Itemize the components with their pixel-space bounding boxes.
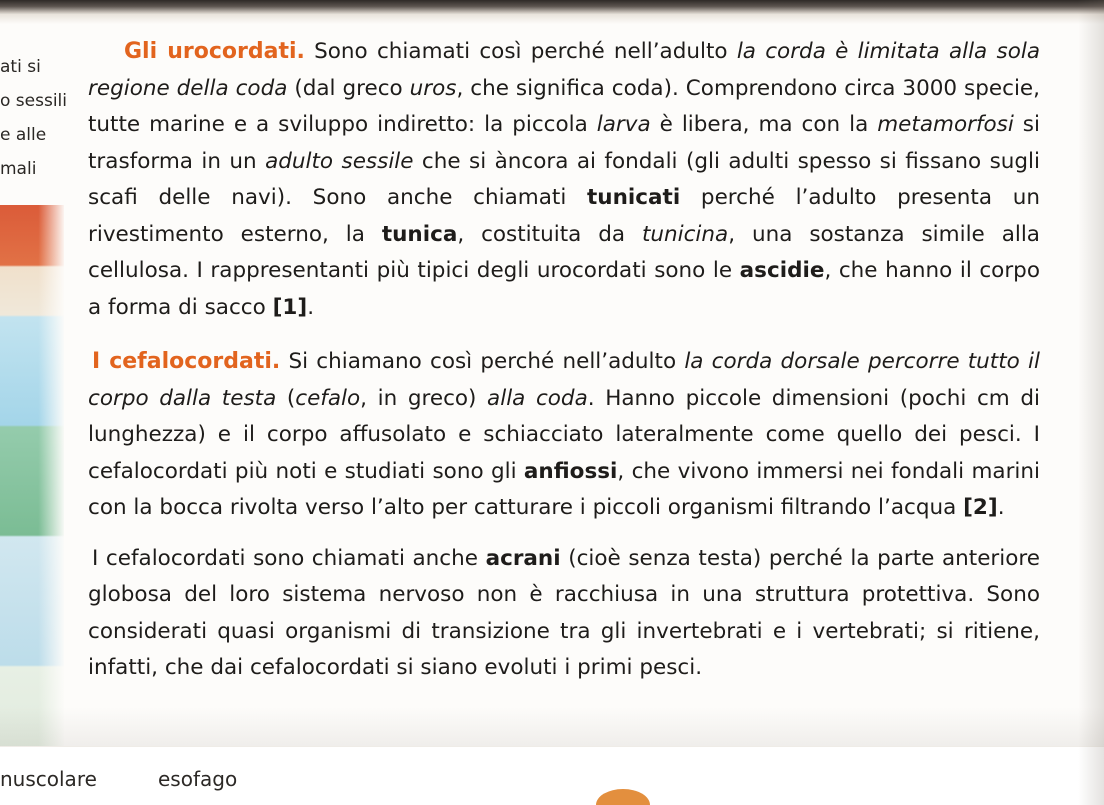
photo-fade-mask: [0, 205, 64, 765]
text-run: è libera, ma con la: [650, 112, 878, 137]
paragraph-urocordati-body: [88, 39, 1040, 320]
text-run: , che vivono immersi nei fondali marini con la bocca rivolta verso l’alto per catturare i piccoli organismi filtrando l’acqua: [88, 458, 1040, 520]
figure-label-muscolare: nuscolare: [0, 767, 97, 791]
text-run: , che hanno il corpo a forma di sacco: [88, 258, 1040, 320]
text-run: tunica: [381, 221, 458, 247]
page-body: [88, 34, 1040, 687]
text-run: , costituita da: [457, 221, 642, 247]
figure-orange-shape: [596, 789, 650, 805]
left-column-fragment: [0, 50, 96, 186]
text-run: uros: [409, 75, 457, 101]
page-footer-strip: [0, 746, 1104, 805]
text-run: [2]: [963, 495, 998, 520]
text-run: , una sostanza simile alla cellulosa. I rappresentanti più tipici degli urocordati sono le: [88, 221, 1040, 283]
left-fragment-line-2: o sessili: [0, 91, 68, 111]
text-run: la corda è limitata alla sola regione della coda: [88, 39, 1040, 101]
text-run: [1]: [272, 294, 308, 320]
text-run: , in greco): [360, 385, 488, 411]
text-run: Si chiamano così perché nell’adulto: [280, 349, 685, 374]
section-lead-cefalocordati: I cefalocordati.: [92, 349, 281, 374]
section-lead-urocordati: Gli urocordati.: [124, 39, 305, 64]
paragraph-acrani: [88, 541, 1040, 687]
paragraph-urocordati: [88, 34, 1040, 326]
paragraph-cefalocordati-body: [88, 349, 1040, 520]
text-run: larva: [596, 112, 651, 137]
page-right-shadow: [1078, 0, 1104, 805]
text-run: metamorfosi: [877, 112, 1014, 137]
text-run: I cefalocordati sono chiamati anche: [92, 545, 486, 571]
text-run: ascidie: [739, 258, 825, 283]
page-top-edge-highlight: [0, 14, 1104, 24]
paragraph-acrani-body: [88, 546, 1040, 681]
text-run: tunicina: [641, 221, 729, 247]
left-fragment-line-1: ati si: [0, 57, 41, 77]
text-run: acrani: [485, 545, 561, 571]
text-run: , che significa coda). Comprendono circa 3000 specie, tutte marine e a sviluppo indiretto: la piccola: [88, 75, 1040, 137]
text-run: .: [997, 495, 1005, 520]
text-run: tunicati: [587, 185, 681, 210]
text-run: anfiossi: [523, 458, 618, 484]
page-bottom-shadow: [0, 707, 1104, 747]
left-fragment-line-4: mali: [0, 159, 37, 179]
text-run: (dal greco: [287, 75, 410, 101]
text-run: si trasforma in un: [88, 112, 1040, 174]
text-run: cefalo: [295, 385, 361, 411]
text-run: (cioè senza testa) perché la parte anteriore globosa del loro sistema nervoso non è racchiusa in una struttura protettiva. Sono considerati quasi organismi di transizione tra gli invertebrati e i vertebrati; si ritiene, infatti, che dai cefalocordati si siano evoluti i primi pesci.: [88, 545, 1040, 680]
figure-label-esofago: esofago: [158, 767, 238, 791]
text-run: adulto sessile: [265, 148, 414, 174]
text-run: alla coda: [487, 385, 588, 411]
text-run: (: [276, 385, 296, 411]
left-fragment-line-3: e alle: [0, 125, 47, 145]
text-run: che si àncora ai fondali (gli adulti spesso si fissano sugli scafi delle navi). Sono anche chiamati: [88, 148, 1040, 210]
text-run: . Hanno piccole dimensioni (pochi cm di lunghezza) e il corpo affusolato e schiacciato lateralmente come quello dei pesci. I cefalocordati più noti e studiati sono gli: [88, 385, 1040, 484]
paragraph-cefalocordati: [88, 344, 1040, 527]
text-run: la corda dorsale percorre tutto il corpo dalla testa: [88, 349, 1040, 411]
text-run: .: [307, 294, 315, 320]
text-run: Sono chiamati così perché nell’adulto: [304, 39, 737, 64]
text-run: perché l’adulto presenta un rivestimento esterno, la: [88, 185, 1040, 247]
